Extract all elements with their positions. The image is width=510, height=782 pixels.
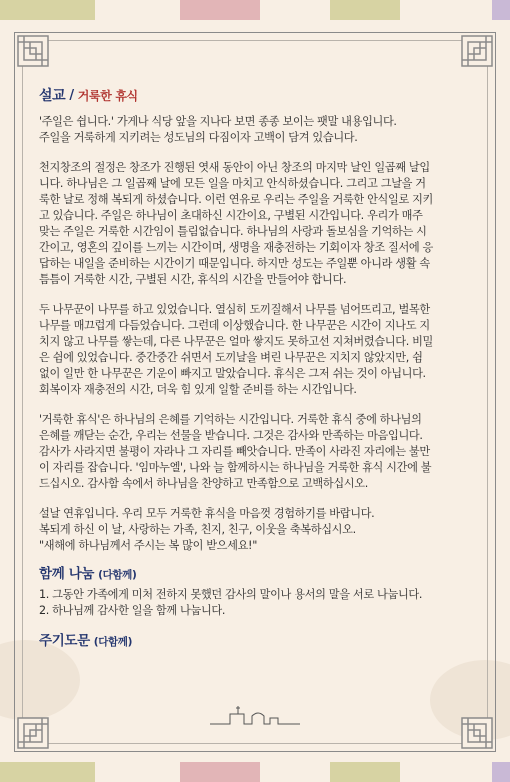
paragraph: '거룩한 휴식'은 하나님의 은혜를 기억하는 시간입니다. 거룩한 휴식 중에 하나님의 은혜를 깨닫는 순간, 우리는 선물을 받습니다. 그것은 감사와 만족하는 마음입니다. 감사가 사라지면 불평이 자라나 그 자리를 빼앗습니다. 만족이 사라진 자리에는 불만 이 자리를 잡습니다. '임마누엘', 나와 늘 함께하시는 하나님을 거룩한 휴식 시간에 불 드십시오. 감사함 속에서 하나님을 찬양하고 만족함으로 고백하십시오.: [39, 413, 432, 490]
lattice-corner-icon: [460, 34, 494, 68]
lattice-corner-icon: [16, 34, 50, 68]
share-heading: [39, 566, 473, 583]
share-heading-label: 함께 나눔: [39, 566, 95, 582]
prayer-heading: [39, 633, 473, 650]
page-title: [39, 88, 473, 104]
paragraph: 설날 연휴입니다. 우리 모두 거룩한 휴식을 마음껏 경험하기를 바랍니다. 복되게 하신 이 날, 사랑하는 가족, 친지, 친구, 이웃을 축복하십시오. "새해에 하나님께서 주시는 복 많이 받으세요!": [39, 507, 375, 552]
bottom-color-stripe: [0, 762, 510, 782]
prayer-heading-label: 주기도문: [39, 633, 90, 649]
share-heading-sub: (다함께): [98, 569, 137, 581]
prayer-heading-sub: (다함께): [93, 636, 133, 648]
lattice-corner-icon: [460, 716, 494, 750]
top-color-stripe: [0, 0, 510, 20]
church-sketch-icon: [208, 702, 302, 726]
sermon-content: [39, 88, 473, 654]
lattice-corner-icon: [16, 716, 50, 750]
paragraph: 천지창조의 절정은 창조가 진행된 엿새 동안이 아닌 창조의 마지막 날인 일곱째 날입 니다. 하나님은 그 일곱째 날에 모든 일을 마치고 안식하셨습니다. 그리고 그날을 거 룩한 날로 정해 복되게 하셨습니다. 이런 연유로 우리는 주일을 거룩한 안식일로 지키 고 있습니다. 주일은 하나님이 초대하신 시간이요, 구별된 시간입니다. 우리가 매주 맞는 주일은 거룩한 시간임이 틀림없습니다. 하나님의 사랑과 돌보심을 기억하는 시 간이고, 영혼의 깊이를 느끼는 시간이며, 생명을 재충전하는 기회이자 창조 질서에 응 답하는 내일을 준비하는 시간이기 때문입니다. 하지만 성도는 주일뿐 아니라 생활 속 틈틈이 거룩한 시간, 구별된 시간, 휴식의 시간을 만들어야 합니다.: [39, 161, 434, 286]
list-item: 1. 그동안 가족에게 미처 전하지 못했던 감사의 말이나 용서의 말을 서로 나눕니다.: [39, 588, 423, 601]
paragraph: '주일은 쉽니다.' 가게나 식당 앞을 지나다 보면 종종 보이는 팻말 내용입니다. 주일을 거룩하게 지키려는 성도님의 다짐이자 고백이 담겨 있습니다.: [39, 115, 397, 144]
title-separator: /: [69, 88, 74, 103]
list-item: 2. 하나님께 감사한 일을 함께 나눕니다.: [39, 604, 226, 617]
title-label: 설교: [39, 88, 66, 104]
paragraph: 두 나무꾼이 나무를 하고 있었습니다. 열심히 도끼질해서 나무를 넘어뜨리고, 벌목한 나무를 매끄럽게 다듬었습니다. 그런데 이상했습니다. 한 나무꾼은 시간이 지나도 지 치지 않고 나무를 쌓는데, 다른 나무꾼은 얼마 쌓지도 못하고선 지쳐버렸습니다. 비밀 은 쉼에 있었습니다. 중간중간 쉬면서 도끼날을 벼린 나무꾼은 지치지 않았지만, 쉼 없이 일만 한 나무꾼은 기운이 빠지고 말았습니다. 휴식은 그저 쉬는 것이 아닙니다. 회복이자 재충전의 시간, 더욱 힘 있게 일할 준비를 하는 시간입니다.: [39, 303, 434, 396]
title-subtitle: 거룩한 휴식: [77, 89, 138, 103]
